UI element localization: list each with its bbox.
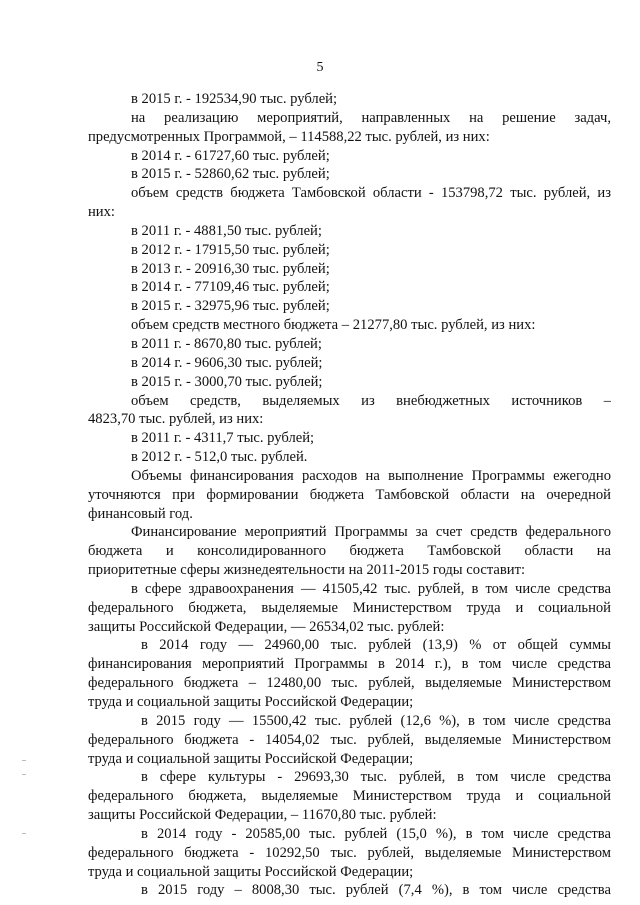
text-line: финансовый год. [88, 505, 193, 522]
text-line: труда и социальной защиты Российской Федерации; [88, 750, 414, 767]
text-line: бюджета и консолидированного бюджета Тамбовской области на [88, 543, 611, 560]
text-line: защиты Российской Федерации, — 26534,02 тыс. рублей: [88, 618, 445, 635]
text-line: объем средств бюджета Тамбовской области - 153798,72 тыс. рублей, из [131, 185, 611, 202]
text-line: финансирования мероприятий Программы в 2014 г.), в том числе средства [88, 656, 611, 673]
text-line: в 2014 году - 20585,00 тыс. рублей (15,0 %), в том числе средства [141, 825, 611, 842]
text-line: в 2011 г. - 8670,80 тыс. рублей; [131, 335, 322, 352]
text-line: в сфере здравоохранения — 41505,42 тыс. рублей, в том числе средства [131, 580, 611, 597]
text-line: Объемы финансирования расходов на выполнение Программы ежегодно [131, 467, 611, 484]
text-line: уточняются при формировании бюджета Тамбовской области на очередной [88, 486, 611, 503]
text-line: приоритетные сферы жизнедеятельности на 2011-2015 годы составит: [88, 562, 526, 579]
text-line: них: [88, 204, 115, 221]
text-line: в 2012 г. - 512,0 тыс. рублей. [131, 449, 308, 466]
text-line: в 2015 г. - 32975,96 тыс. рублей; [131, 298, 330, 315]
text-line: в 2015 г. - 3000,70 тыс. рублей; [131, 373, 323, 390]
text-line: в 2011 г. - 4311,7 тыс. рублей; [131, 430, 315, 447]
text-line: в 2014 г. - 77109,46 тыс. рублей; [131, 279, 330, 296]
text-line: в 2013 г. - 20916,30 тыс. рублей; [131, 260, 330, 277]
document-body [88, 90, 611, 900]
scan-mark [22, 833, 26, 834]
text-line: 4823,70 тыс. рублей, из них: [88, 411, 264, 428]
text-line: предусмотренных Программой, – 114588,22 тыс. рублей, из них: [88, 128, 490, 145]
page-number: 5 [316, 60, 324, 75]
text-line: труда и социальной защиты Российской Федерации; [88, 863, 414, 880]
text-line: в 2014 г. - 9606,30 тыс. рублей; [131, 354, 323, 371]
scan-mark [22, 760, 26, 761]
text-line: в 2014 году — 24960,00 тыс. рублей (13,9) % от общей суммы [141, 637, 611, 654]
text-line: федерального бюджета, выделяемые Министерством труда и социальной [88, 599, 611, 616]
text-line: на реализацию мероприятий, направленных на решение задач, [131, 109, 611, 126]
text-line: объем средств местного бюджета – 21277,80 тыс. рублей, из них: [131, 317, 536, 334]
text-line: в 2011 г. - 4881,50 тыс. рублей; [131, 222, 322, 239]
text-line: в 2015 году – 8008,30 тыс. рублей (7,4 %), в том числе средства [141, 882, 611, 899]
text-line: в 2012 г. - 17915,50 тыс. рублей; [131, 241, 330, 258]
text-line: федерального бюджета - 10292,50 тыс. рублей, выделяемые Министерством [88, 844, 611, 861]
text-line: в 2015 г. - 52860,62 тыс. рублей; [131, 166, 330, 183]
scan-mark [22, 774, 26, 775]
text-line: федерального бюджета, выделяемые Министерством труда и социальной [88, 788, 611, 805]
text-line: в 2014 г. - 61727,60 тыс. рублей; [131, 147, 330, 164]
text-line: федерального бюджета - 14054,02 тыс. рублей, выделяемые Министерством [88, 731, 611, 748]
text-line: труда и социальной защиты Российской Федерации; [88, 694, 414, 710]
text-line: федерального бюджета – 12480,00 тыс. рублей, выделяемые Министерством [88, 675, 611, 692]
text-line: объем средств, выделяемых из внебюджетных источников – [131, 392, 611, 409]
text-line: в сфере культуры - 29693,30 тыс. рублей, в том числе средства [141, 769, 611, 786]
text-line: Финансирование мероприятий Программы за счет средств федерального [131, 524, 611, 541]
text-line: в 2015 году — 15500,42 тыс. рублей (12,6 %), в том числе средства [141, 712, 611, 729]
text-line: в 2015 г. - 192534,90 тыс. рублей; [131, 91, 338, 107]
text-line: защиты Российской Федерации, – 11670,80 тыс. рублей: [88, 807, 437, 824]
